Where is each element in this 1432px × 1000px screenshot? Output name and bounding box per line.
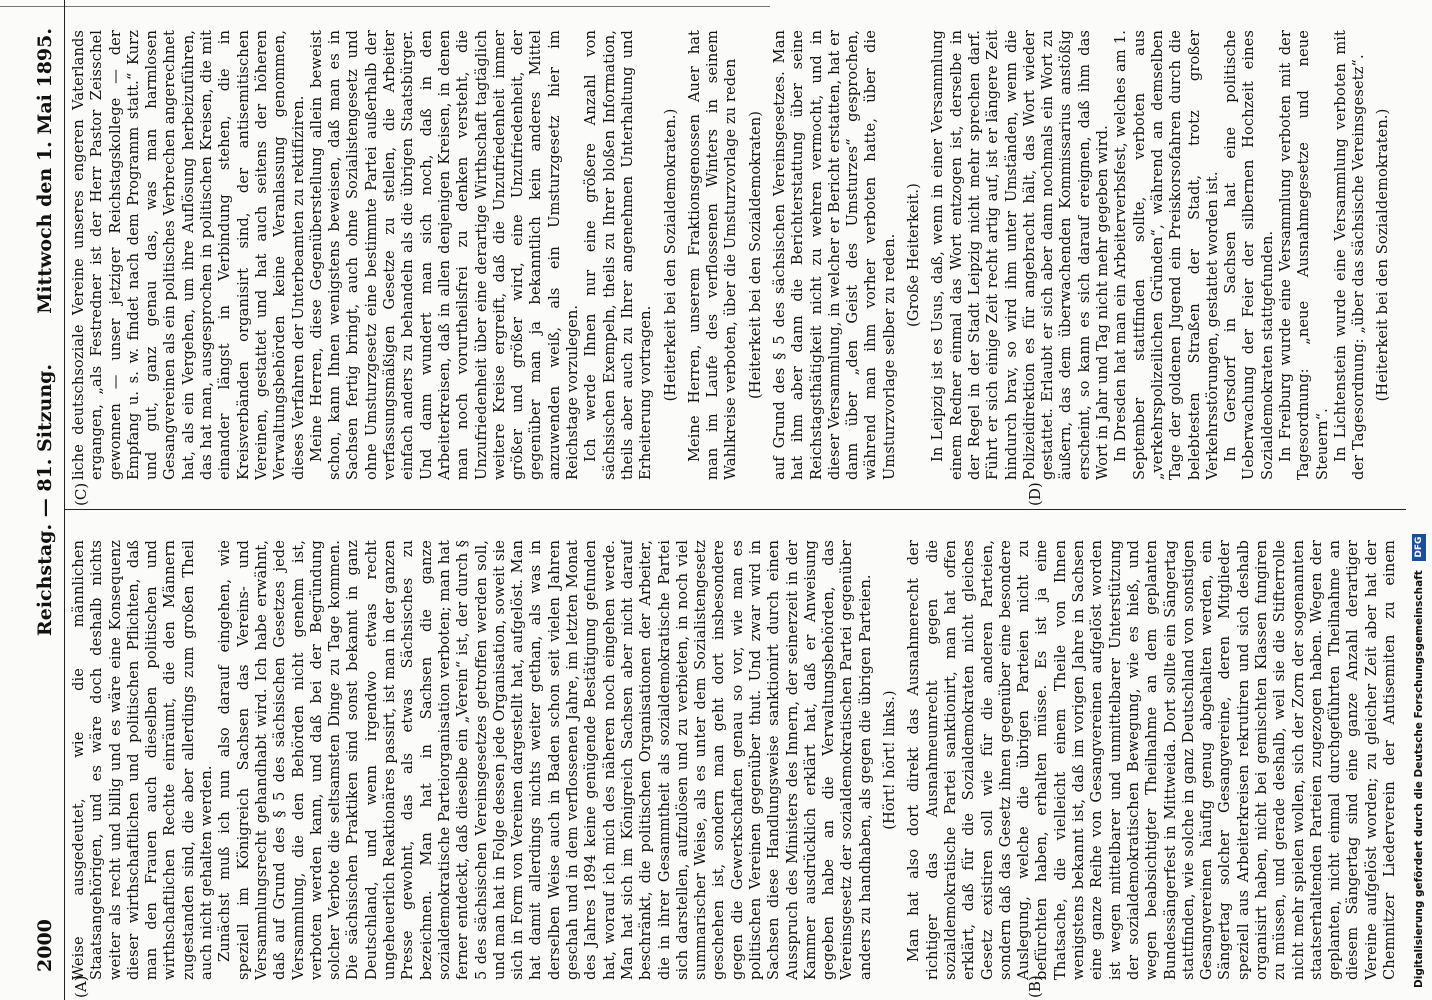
right-column	[70, 30, 1400, 480]
paragraph: In Gersdorf in Sachsen hat eine politische Ueberwachung der Feier der silbernen Hochzeit eines Sozialdemokraten stattgefunden.	[1222, 30, 1276, 480]
rotated-page	[26, 0, 1406, 1000]
interjection: (Hört! hört! links.)	[881, 690, 899, 830]
marker-c: (C)	[72, 482, 90, 506]
dfg-note: Digitalisierung gefördert durch die Deutsche Forschungsgemeinschaft	[1413, 570, 1425, 988]
paragraph: Man hat also dort direkt das Ausnahmerecht der richtiger das Ausnahmeunrecht gegen die sozialdemokratische Partei sanktionirt, man hat offen erklärt, daß für die Sozialdemokraten nicht gleiches Gesetz existiren soll wie für die anderen Parteien, sondern daß das Gesetz ihnen gegenüber eine besondere Auslegung, welche die übrigen Parteien nicht zu befürchten haben, erhalten müsse. Es ist ja eine Thatsache, die vielleicht einem Theile von Ihnen wenigstens bekannt ist, daß im vorigen Jahre in Sachsen eine ganze Reihe von Gesangvereinen aufgelöst worden ist wegen mittelbarer und unmittelbarer Unterstützung der sozialdemokratischen Bewegung, wie es hieß, und wegen beabsichtigter Theilnahme an dem geplanten Bundessängerfest in Mittweida. Dort sollte ein Sängertag stattfinden, wie solche in ganz Deutschland von sonstigen Gesangvereinen häufig genug abgehalten werden, ein Sängertag solcher Gesangvereine, deren Mitglieder speziell aus Arbeiterkreisen rekrutiren und sich deshalb organisirt haben, nicht bei gemischten Klassen fungiren zu müssen, und gerade deshalb, weil sie die Stifterrolle nicht mehr spielen wollen, sich der Zorn der sogenannten staatserhaltenden Parteien zugezogen haben. Wegen der geplanten, nicht einmal durchgeführten Theilnahme an diesem Sängertag sind eine ganze Anzahl derartiger Vereine aufgelöst worden; zu gleicher Zeit aber hat der Chemnitzer Liederverein der Antisemiten zu einem	[905, 540, 1399, 980]
column-rule	[64, 509, 1406, 510]
paragraph: In Dresden hat man ein Arbeiterverbsfest, welches am 1. September stattfinden sollte, verboten aus „verkehrspolizeilichen Gründen“, während an demselben Tage der goldenen Jugend ein Preiskorsofahren durch die belebtesten Straßen der Stadt, trotz großer Verkehrsstörungen, gestattet worden ist.	[1112, 30, 1221, 480]
interjection: (Heiterkeit bei den Sozialdemokraten)	[746, 110, 764, 400]
page-number: 2000	[34, 919, 56, 972]
paragraph	[1399, 30, 1400, 480]
dfg-sidebar	[1410, 6, 1428, 996]
paragraph: Ich werde Ihnen nur eine größere Anzahl von sächsischen Exempeln, theils zu Ihrer bloßen Information, theils aber auch zu Ihrer angenehmen Unterhaltung und Erheiterung vortragen.	[582, 30, 655, 480]
paragraph: liche deutschsoziale Vereine unseres engeren Vaterlands ergangen, „als Festredner ist der Herr Pastor Zeisschel gewonnen — unser jetziger Reichstagskollege — der Empfang u. s. w. findet nach dem Programm statt.“ Kurz und gut, ganz genau das, was man harmlosen Gesangvereinen als ein politisches Verbrechen angerechnet hat, als ein Vergehen, um ihre Auflösung herbeizuführen, das hat man, ausgesprochen in politischen Kreisen, die mit einander längst in Verbindung stehen, die in Kreisverbänden organisirt sind, der antisemitischen Vereinen, gestattet und hat auch seitens der höheren Verwaltungsbehörden keine Veranlassung genommen, dieses Verfahren der Unterbeamten zu rektifiziren.	[70, 30, 307, 480]
session-title: Reichstag. — 81. Sitzung.	[34, 363, 56, 637]
paragraph: In Freiburg wurde eine Versammlung verboten mit der Tagesordnung: „neue Ausnahmegesetze und neue Steuern“.	[1277, 30, 1331, 480]
paragraph: Meine Herren, diese Gegenüberstellung allein beweist schon, kann Ihnen wenigstens beweisen, daß man es in Sachsen fertig bringt, auch ohne Sozialistengesetz und ohne Umsturzgesetz eine bestimmte Partei außerhalb der verfassungsmäßigen Gesetze zu stellen, die Arbeiter einfach anders zu behandeln als die übrigen Staatsbürger. Und dann wundert man sich noch, daß in den Arbeiterkreisen, daß in allen denjenigen Kreisen, in denen man noch vorurtheilsfrei zu denken versteht, die Unzufriedenheit über eine derartige Wirthschaft tagtäglich weitere Kreise ergreift, daß die Unzufriedenheit immer größer und größer wird, eine Unzufriedenheit, der gegenüber man ja bekanntlich kein anderes Mittel anzuwenden weiß, als ein Umsturzgesetz hier im Reichstage vorzulegen.	[307, 30, 582, 480]
interjection: (Heiterkeit bei den Sozialdemokraten.)	[1374, 108, 1392, 402]
page-date: Mittwoch den 1. Mai 1895.	[34, 28, 56, 314]
paragraph: Weise ausgedeutet, wie die männlichen Staatsangehörigen, und es wäre doch deshalb nichts weiter als recht und billig und es wäre eine Konsequenz dieser wirthschaftlichen und politischen Pflichten, daß man den Frauen auch dieselben politischen und wirthschaftlichen Rechte einräumt, die den Männern zugestanden sind, die aber allerdings zum großen Theil auch nicht gehalten werden.	[70, 540, 216, 980]
interjection: (Heiterkeit bei den Sozialdemokraten.)	[661, 108, 679, 402]
interjection: (Große Heiterkeit.)	[905, 183, 923, 327]
marker-d: (D)	[1026, 482, 1044, 506]
paragraph: In Lichtenstein wurde eine Versammlung verboten mit der Tagesordnung: „über das sächsische Vereinsgesetz“.	[1331, 30, 1368, 480]
dfg-logo: DFG	[1412, 534, 1426, 561]
paragraph: In Leipzig ist es Usus, daß, wenn in einer Versammlung einem Redner einmal das Wort entzogen ist, derselbe in der Regel in der Stadt Leipzig nicht mehr sprechen darf. Führt er sich einige Zeit recht artig auf, ist er längere Zeit hindurch brav, so wird ihm unter Umständen, wenn die Polizeidirektion es für angebracht hält, das Wort wieder gestattet. Erlaubt er sich aber dann nochmals ein Wort zu äußern, das dem überwachenden Kommissarius anstößig erscheint, so kann es sich darauf ereignen, daß ihm das Wort in Jahr und Tag nicht mehr gegeben wird.	[929, 30, 1112, 480]
marker-a: (A)	[72, 975, 90, 998]
marker-b: (B)	[1026, 975, 1044, 998]
left-column	[70, 540, 1400, 980]
page-header	[30, 28, 62, 972]
paragraph: auf Grund des § 5 des sächsischen Vereinsgesetzes. Man hat ihm aber dann die Berichterstattung über seine Reichstagsthätigkeit nicht zu wehren vermocht, und in dieser Versammlung, in welcher er Bericht erstatten, hat er dann über „den Geist des Umsturzes“ gesprochen, während man ihm vorher verboten hatte, über die Umsturzvorlage selber zu reden.	[770, 30, 898, 480]
header-rule	[64, 0, 65, 1000]
paragraph: Zunächst muß ich nun also darauf eingehen, wie speziell im Königreich Sachsen das Vereins- und Versammlungsrecht gehandhabt wird. Ich habe erwähnt, daß auf Grund des § 5 des sächsischen Gesetzes jede Versammlung, die den Behörden nicht genehm ist, verboten werden kann, und daß bei der Begründung solcher Verbote die seltsamsten Dinge zu Tage kommen. Die sächsischen Praktiken sind sonst bekannt in ganz Deutschland, und wenn irgendwo etwas recht ungeheuerlich Reaktionäres passirt, ist man in der ganzen Presse gewohnt, das als etwas Sächsisches zu bezeichnen. Man hat in Sachsen die ganze sozialdemokratische Parteiorganisation verboten; man hat ferner entdeckt, daß dieselbe ein „Verein“ ist, der durch § 5 des sächsischen Vereinsgesetzes getroffen werden soll, und man hat in Folge dessen jede Organisation, soweit sie sich in Form von Vereinen dargestellt hat, aufgelöst. Man hat damit allerdings nichts weiter gethan, als was in derselben Weise auch in Baden schon seit vielen Jahren geschah und in dem verflossenen Jahre, im letzten Monat des Jahres 1894 keine genügende Bestätigung gefunden hat, worauf ich mich des näheren noch eingehen werde. Man hat sich im Königreich Sachsen aber nicht darauf beschränkt, die politischen Organisationen der Arbeiter, die in ihrer Gesammtheit als sozialdemokratische Partei sich darstellen, aufzulösen und zu verbieten, in noch viel summarischer Weise, als es unter dem Sozialistengesetz geschehen ist, sondern man geht dort insbesondere gegen die Gewerkschaften genau so vor, wie man es politischen Vereinen gegenüber thut. Und zwar wird in Sachsen diese Handlungsweise sanktionirt durch einen Ausspruch des Ministers des Innern, der seinerzeit in der Kammer ausdrücklich erklärt hat, daß er Anweisung gegeben habe an die Verwaltungsbehörden, das Vereinsgesetz der sozialdemokratischen Partei gegenüber anders zu handhaben, als gegen die übrigen Parteien.	[216, 540, 874, 980]
paragraph: Meine Herren, unserem Fraktionsgenossen Auer hat man im Laufe des verflossenen Winters in seinem Wahlkreise verboten, über die Umsturzvorlage zu reden	[685, 30, 740, 480]
